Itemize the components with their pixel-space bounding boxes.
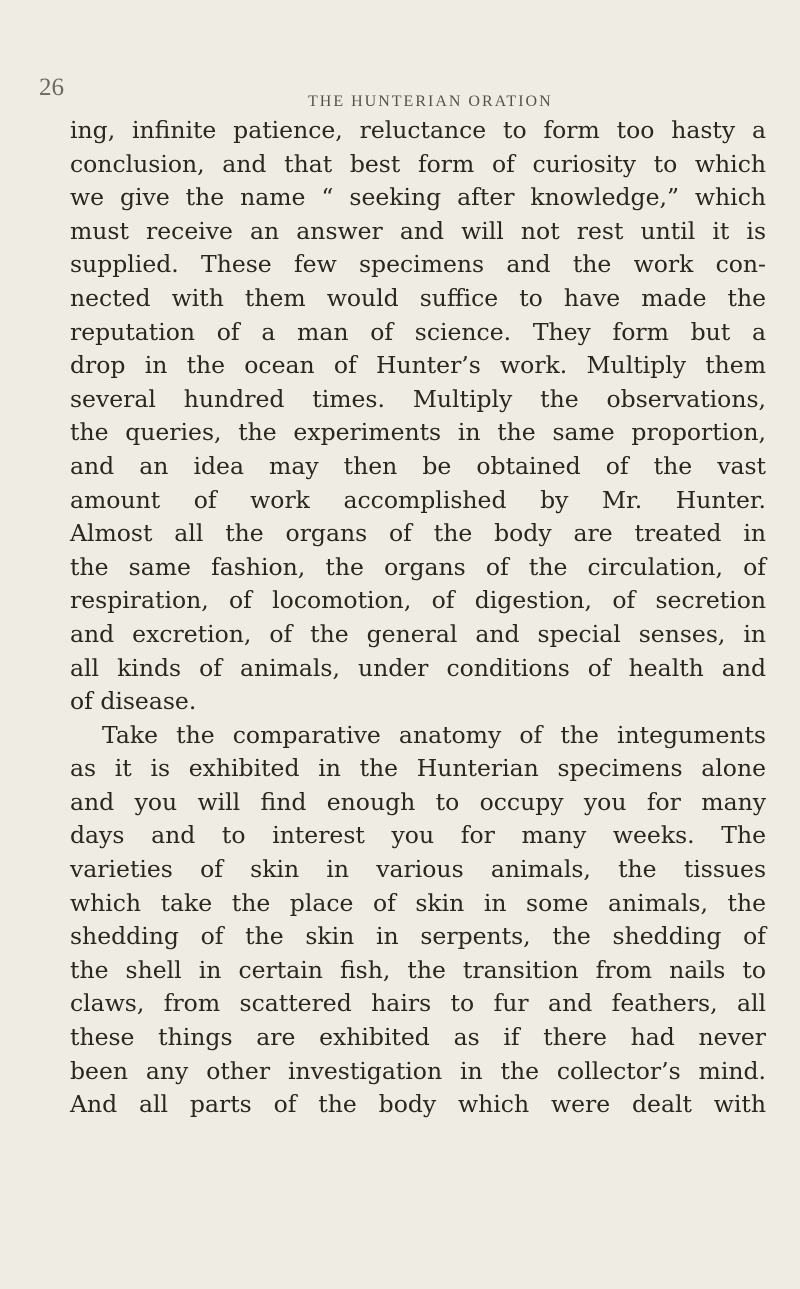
text-line: of disease. [70,687,197,716]
text-line: been any other investigation in the collector’s mind. [70,1056,766,1085]
text-line: the same fashion, the organs of the circulation, of [70,552,766,581]
text-line: reputation of a man of science. They form but a [70,317,766,346]
paragraph-1 [70,114,766,719]
page-number: 26 [39,74,64,101]
text-line: the queries, the experiments in the same proportion, [70,418,766,447]
text-line: days and to interest you for many weeks. The [70,821,766,850]
text-line: ing, infinite patience, reluctance to form too hasty a [70,116,766,144]
text-line: respiration, of locomotion, of digestion, of secretion [70,586,766,615]
text-line: several hundred times. Multiply the observations, [70,384,766,413]
text-line: and excretion, of the general and special senses, in [70,619,766,648]
text-line: and you will find enough to occupy you for many [70,787,766,816]
body-text [70,114,766,1122]
text-line: Take the comparative anatomy of the integuments [102,720,766,749]
running-head: THE HUNTERIAN ORATION [308,93,553,110]
text-line: and an idea may then be obtained of the vast [70,451,766,480]
text-line: as it is exhibited in the Hunterian specimens alone [70,754,766,783]
text-line: we give the name “ seeking after knowledge,” which [70,183,766,212]
text-line: nected with them would suffice to have made the [70,283,766,312]
text-line: which take the place of skin in some animals, the [70,888,766,917]
text-line: Almost all the organs of the body are treated in [70,519,766,548]
text-line: the shell in certain fish, the transition from nails to [70,955,766,984]
text-line: shedding of the skin in serpents, the shedding of [70,922,766,951]
text-line: drop in the ocean of Hunter’s work. Multiply them [70,351,766,380]
text-line: And all parts of the body which were dealt with [70,1090,766,1119]
text-line: conclusion, and that best form of curiosity to which [70,149,766,178]
text-line: supplied. These few specimens and the work con- [70,250,766,279]
text-line: varieties of skin in various animals, the tissues [70,855,766,884]
text-line: amount of work accomplished by Mr. Hunter. [70,485,766,514]
text-line: these things are exhibited as if there had never [70,1023,766,1052]
text-line: claws, from scattered hairs to fur and feathers, all [70,989,766,1018]
text-line: must receive an answer and will not rest until it is [70,216,766,245]
text-line: all kinds of animals, under conditions of health and [70,653,766,682]
paragraph-2 [70,719,766,1122]
